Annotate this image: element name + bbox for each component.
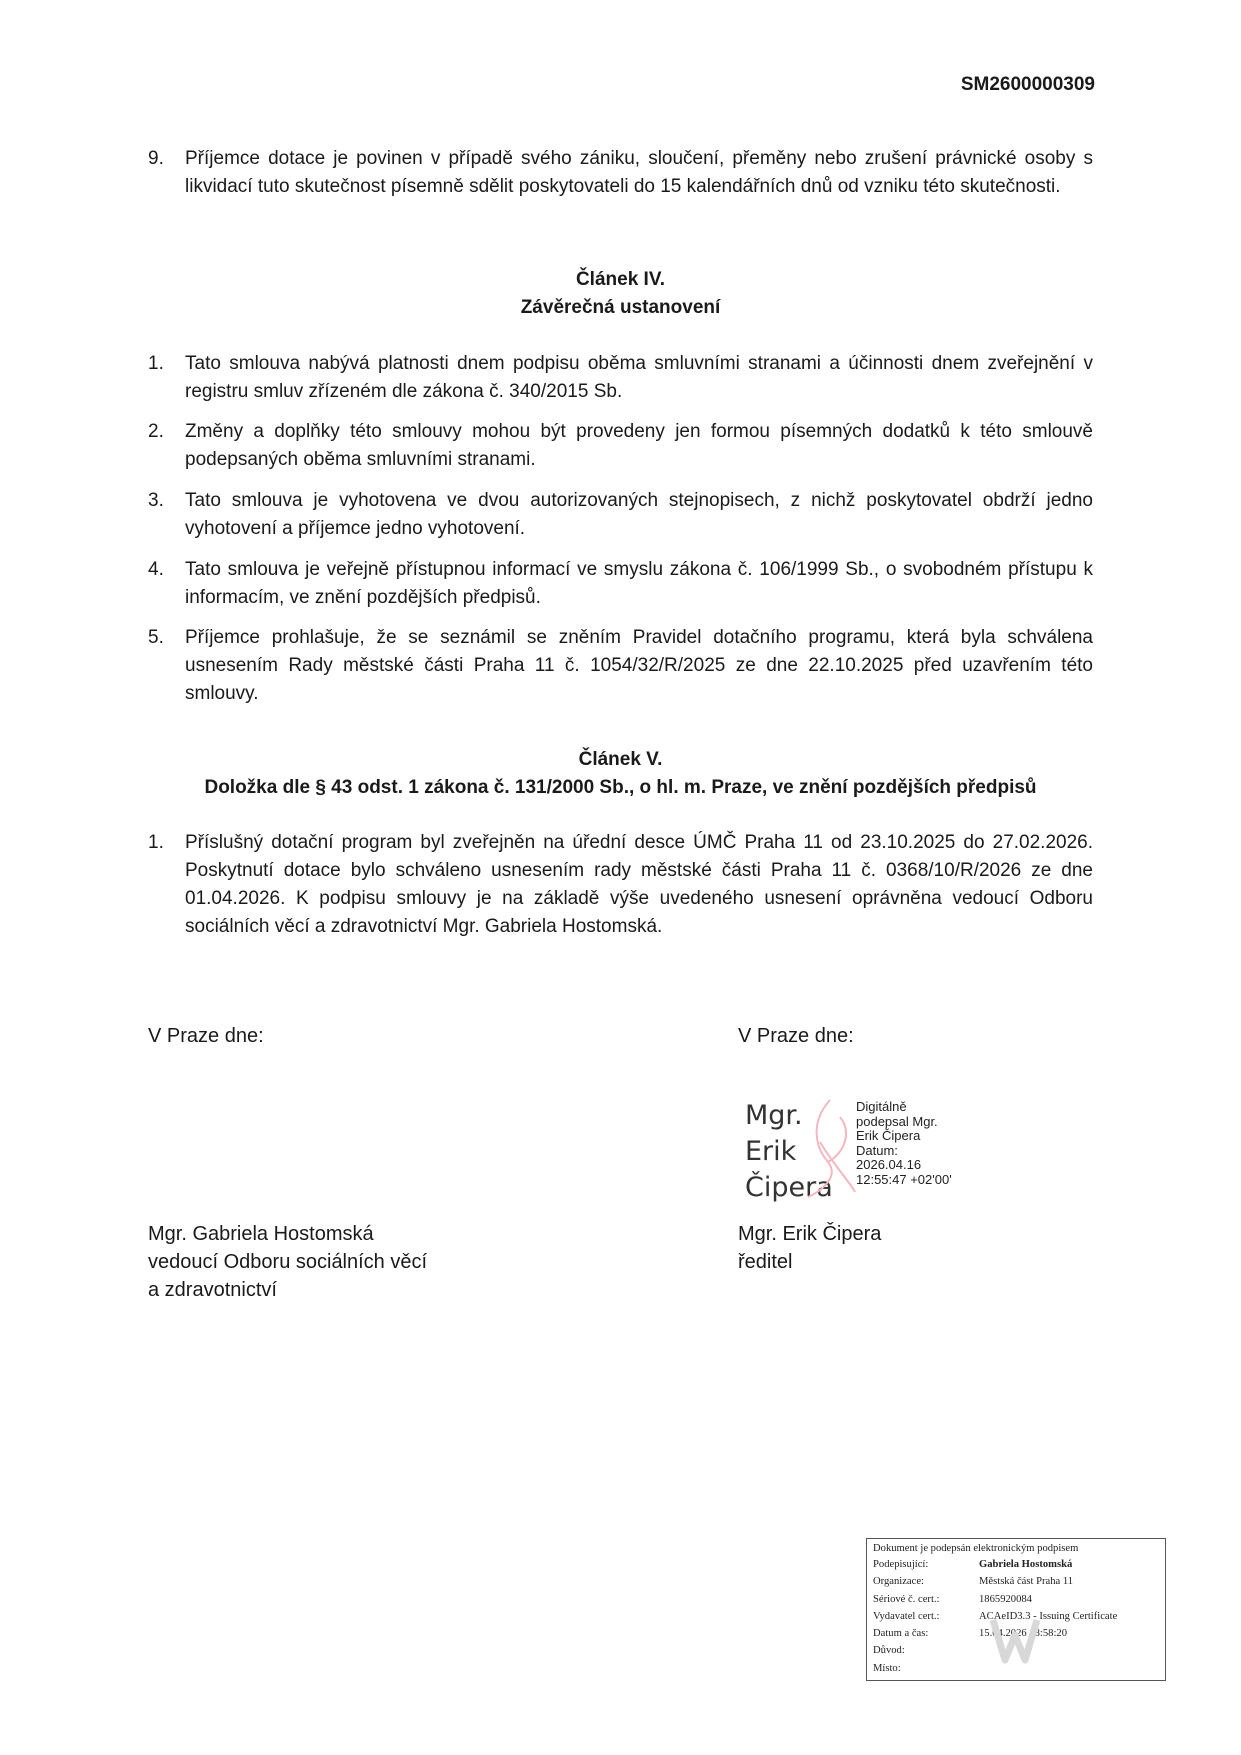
stamp-row: Důvod: (873, 1645, 905, 1657)
list-item (148, 350, 1093, 406)
article-title: Článek V. (578, 749, 663, 770)
stamp-row: Vydavatel cert.: ACAeID3.3 - Issuing Certificate (873, 1610, 1118, 1622)
item-text: Změny a doplňky této smlouvy mohou být provedeny jen formou písemných dodatků k této smlouvě podepsaných oběma smluvními stranami. (185, 421, 1093, 470)
digital-signature-meta: Digitálně podepsal Mgr. Erik Čipera Datum: 2026.04.16 12:55:47 +02'00' (856, 1099, 952, 1187)
stamp-row: Datum a čas: 15.04.2026 18:58:20 (873, 1628, 1067, 1640)
stamp-title: Dokument je podepsán elektronickým podpisem (873, 1543, 1079, 1554)
list-item (148, 556, 1093, 612)
list-item (148, 418, 1093, 474)
electronic-signature-stamp (866, 1538, 1166, 1681)
signatory-role: ředitel (738, 1251, 793, 1273)
list-item (148, 487, 1093, 543)
item-text: Tato smlouva je veřejně přístupnou informací ve smyslu zákona č. 106/1999 Sb., o svobodném přístupu k informacím, ve znění pozdějších předpisů. (185, 559, 1093, 608)
stamp-row: Organizace: Městská část Praha 11 (873, 1576, 1074, 1588)
item-number: 1. (148, 832, 164, 853)
item-number: 2. (148, 421, 164, 442)
left-signatory (148, 1220, 427, 1304)
item-text: Tato smlouva je vyhotovena ve dvou autorizovaných stejnopisech, z nichž poskytovatel obdrží jedno vyhotovení a příjemce jedno vyhotovení. (185, 490, 1093, 539)
stamp-row: Místo: (873, 1662, 901, 1674)
right-signatory (738, 1220, 881, 1276)
document-id: SM2600000309 (960, 74, 1095, 95)
item-text: Příjemce dotace je povinen v případě svého zániku, sloučení, přeměny nebo zrušení právnické osoby s likvidací tuto skutečnost písemně sdělit poskytovateli do 15 kalendářních dnů od vzniku této skutečnosti. (185, 148, 1093, 197)
right-place-date: V Praze dne: (738, 1025, 854, 1047)
stamp-row: Podepisující: Gabriela Hostomská (873, 1559, 1073, 1570)
item-text: Příjemce prohlašuje, že se seznámil se zněním Pravidel dotačního programu, která byla schválena usnesením Rady městské části Praha 11 č. 1054/32/R/2025 ze dne 22.10.2025 před uzavřením této smlouvy. (185, 627, 1093, 704)
left-place-date: V Praze dne: (148, 1025, 264, 1047)
list-item (148, 829, 1093, 941)
item-text: Tato smlouva nabývá platnosti dnem podpisu oběma smluvními stranami a účinnosti dnem zveřejnění v registru smluv zřízeném dle zákona č. 340/2015 Sb. (185, 353, 1093, 402)
article-title: Článek IV. (575, 269, 666, 290)
article-subtitle: Doložka dle § 43 odst. 1 zákona č. 131/2000 Sb., o hl. m. Praze, ve znění pozdějších předpisů (204, 777, 1037, 798)
signatory-role: vedoucí Odboru sociálních věcí (148, 1251, 428, 1273)
article-subtitle: Závěrečná ustanovení (520, 297, 721, 318)
watermark-icon (985, 1610, 1045, 1670)
item-number: 4. (148, 559, 164, 580)
stamp-row: Sériové č. cert.: 1865920084 (873, 1593, 1032, 1605)
signatory-name: Mgr. Gabriela Hostomská (148, 1223, 374, 1245)
digital-signature-name: Mgr. Erik Čipera (745, 1100, 833, 1203)
item-number: 5. (148, 627, 164, 648)
list-item (148, 624, 1093, 708)
item-text: Příslušný dotační program byl zveřejněn na úřední desce ÚMČ Praha 11 od 23.10.2025 do 27.02.2026. Poskytnutí dotace bylo schváleno usnesením rady městské části Praha 11 č. 0368/10/R/2026 ze dne 01.04.2026. K podpisu smlouvy je na základě výše uvedeného usnesení oprávněna vedoucí Odboru sociálních věcí a zdravotnictví Mgr. Gabriela Hostomská. (185, 832, 1093, 937)
item-number: 3. (148, 490, 164, 511)
signatory-name: Mgr. Erik Čipera (738, 1223, 882, 1245)
item-number: 1. (148, 353, 164, 374)
list-item (148, 145, 1093, 201)
item-number: 9. (148, 148, 164, 169)
signature-scribble (800, 1092, 860, 1202)
signatory-role: a zdravotnictví (148, 1279, 277, 1301)
